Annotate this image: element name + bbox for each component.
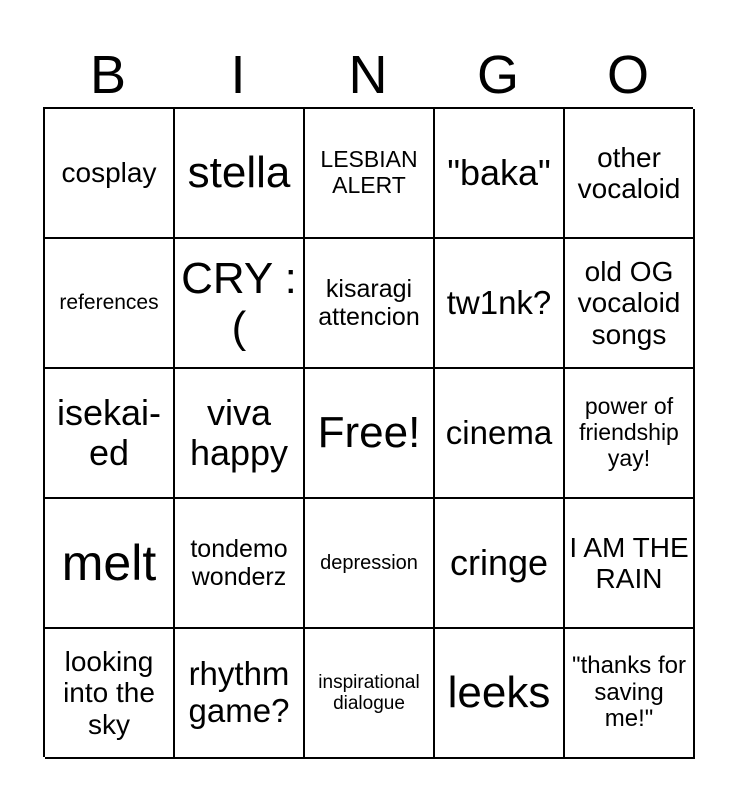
bingo-cell[interactable]: [305, 499, 435, 629]
cell-text: LESBIAN ALERT: [320, 146, 418, 198]
bingo-cell[interactable]: [565, 629, 695, 759]
bingo-cell[interactable]: [565, 239, 695, 369]
bingo-cell[interactable]: [435, 499, 565, 629]
bingo-cell[interactable]: [175, 629, 305, 759]
cell-text: power of friendship yay!: [579, 393, 679, 471]
cell-text: inspirational dialogue: [318, 671, 420, 714]
bingo-cell[interactable]: [435, 369, 565, 499]
header-letter-o: O: [606, 45, 649, 105]
bingo-cell[interactable]: [45, 629, 175, 759]
cell-text: depression: [320, 551, 418, 574]
cell-text: melt: [61, 535, 157, 591]
bingo-cell[interactable]: [175, 239, 305, 369]
bingo-cell[interactable]: [565, 499, 695, 629]
cell-text: tw1nk?: [446, 283, 552, 321]
bingo-cell[interactable]: [435, 629, 565, 759]
cell-text: rhythm game?: [188, 655, 290, 729]
cell-text: looking into the sky: [63, 645, 155, 740]
bingo-cell[interactable]: [45, 109, 175, 239]
header-letter-g: G: [476, 45, 519, 105]
bingo-cell[interactable]: [175, 499, 305, 629]
bingo-cell[interactable]: [175, 109, 305, 239]
bingo-cell[interactable]: [45, 239, 175, 369]
cell-text: leeks: [447, 668, 551, 718]
cell-text: "thanks for saving me!": [572, 651, 686, 733]
header-letter-n: N: [348, 45, 388, 105]
cell-text: stella: [187, 148, 291, 198]
bingo-cell[interactable]: [305, 109, 435, 239]
bingo-cell[interactable]: [175, 369, 305, 499]
header-letter-b: B: [89, 45, 127, 105]
cell-text: old OG vocaloid songs: [577, 255, 681, 350]
bingo-cell[interactable]: [565, 369, 695, 499]
bingo-cell[interactable]: [45, 369, 175, 499]
cell-text: cringe: [449, 541, 549, 583]
cell-text: kisaragi attencion: [318, 275, 420, 331]
bingo-cell[interactable]: [435, 109, 565, 239]
cell-text: references: [59, 291, 159, 315]
bingo-header: [43, 40, 693, 110]
header-letter-i: I: [230, 45, 246, 105]
cell-text: cinema: [445, 413, 553, 451]
cell-text: I AM THE RAIN: [569, 531, 689, 594]
bingo-cell[interactable]: [305, 239, 435, 369]
cell-text: "baka": [447, 151, 551, 193]
bingo-grid: [43, 107, 693, 757]
bingo-cell[interactable]: [435, 239, 565, 369]
bingo-cell[interactable]: [45, 499, 175, 629]
bingo-cell[interactable]: [565, 109, 695, 239]
cell-text: CRY :(: [181, 253, 297, 352]
cell-text: Free!: [317, 408, 421, 458]
cell-text: other vocaloid: [577, 141, 681, 204]
cell-text: tondemo wonderz: [190, 535, 288, 591]
cell-text: viva happy: [189, 391, 289, 473]
cell-text: cosplay: [61, 157, 157, 189]
bingo-cell[interactable]: [305, 629, 435, 759]
cell-text: isekai-ed: [56, 391, 162, 473]
bingo-cell-free[interactable]: [305, 369, 435, 499]
